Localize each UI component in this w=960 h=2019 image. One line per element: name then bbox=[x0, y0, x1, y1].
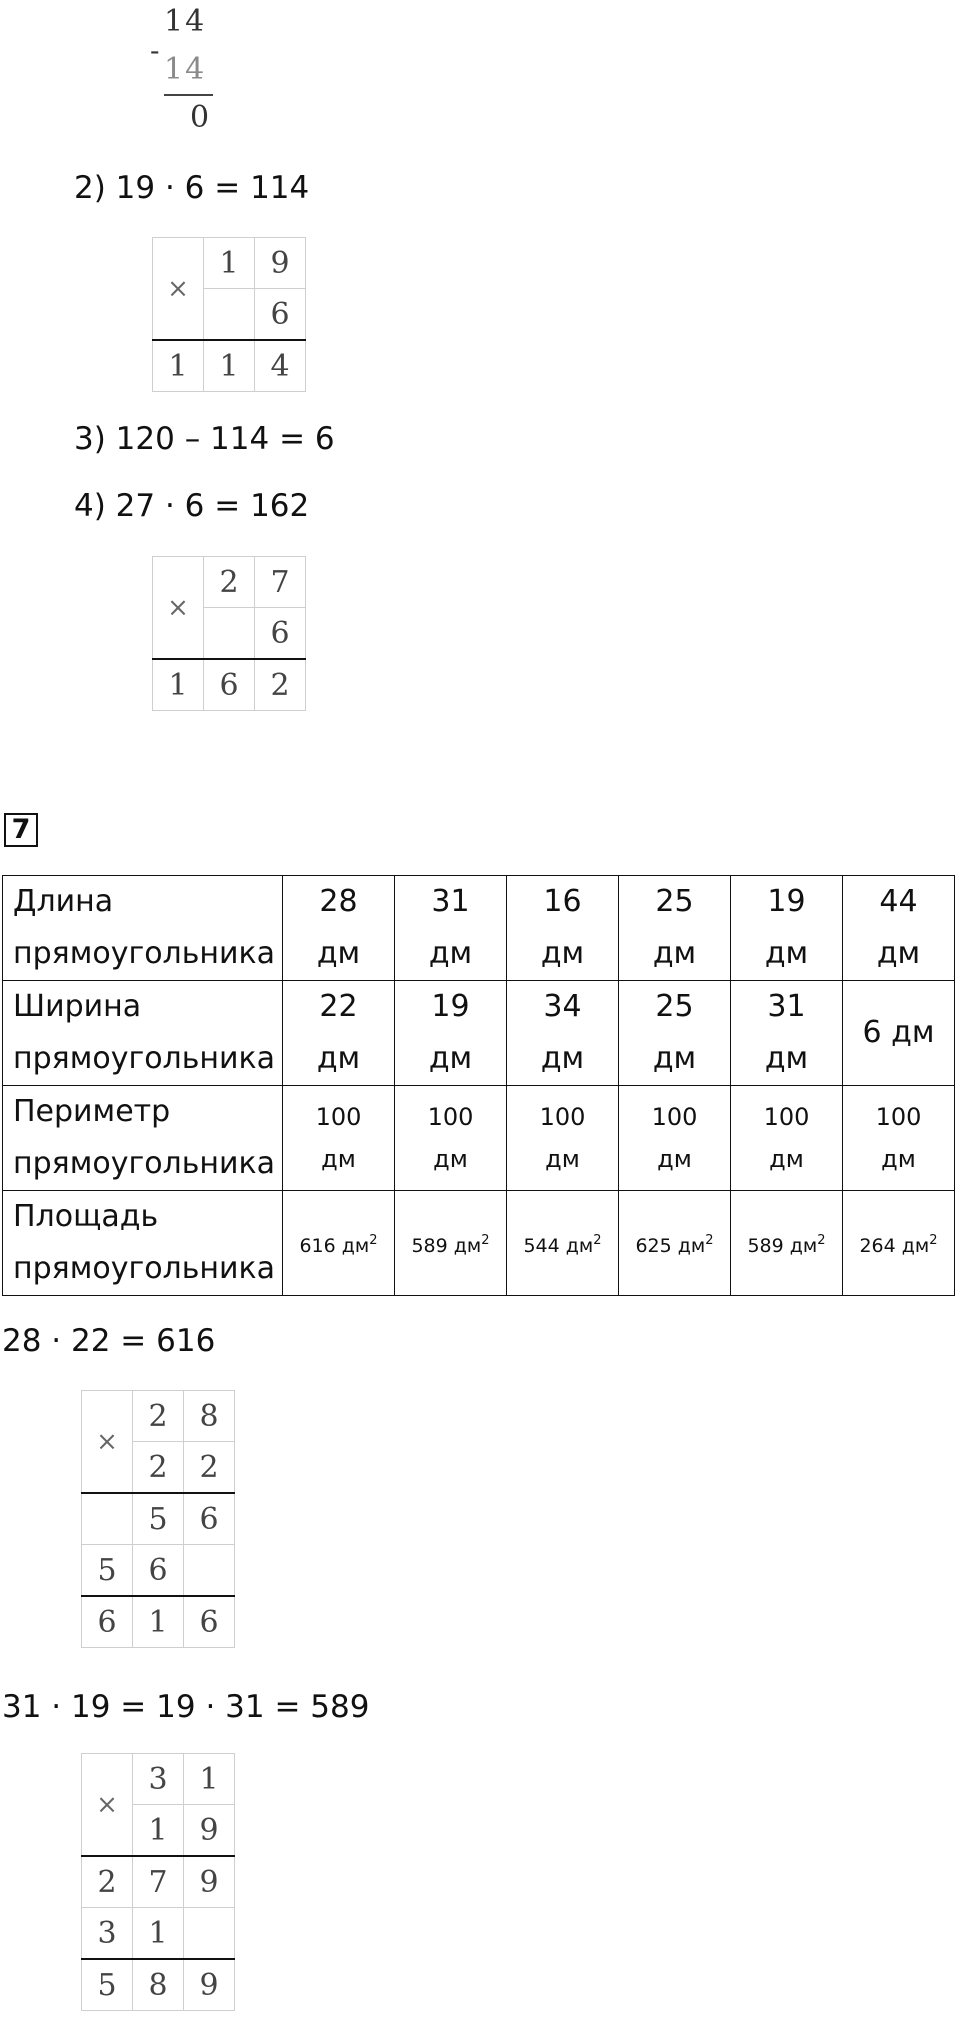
grid-cell: 1 bbox=[184, 1754, 235, 1805]
grid-cell: 1 bbox=[153, 659, 204, 711]
table-cell: 589 $дм^2$ bbox=[731, 1191, 843, 1296]
table-cell: 28 дм bbox=[283, 876, 395, 981]
remainder: 0 bbox=[190, 100, 212, 135]
grid-cell bbox=[204, 608, 255, 660]
table-cell: 31 дм bbox=[731, 981, 843, 1086]
grid-28x22 bbox=[81, 1390, 235, 1648]
grid-cell: 4 bbox=[255, 340, 306, 392]
grid-31x19 bbox=[81, 1753, 235, 2011]
times-sign: × bbox=[153, 238, 204, 341]
grid-cell bbox=[82, 1493, 133, 1545]
times-sign: × bbox=[153, 557, 204, 660]
table-row bbox=[3, 876, 955, 981]
grid-cell: 7 bbox=[133, 1856, 184, 1908]
dividend-part: 14 bbox=[164, 4, 207, 39]
table-cell: 44 дм bbox=[843, 876, 955, 981]
table-cell: 100 дм bbox=[283, 1086, 395, 1191]
grid-cell: 1 bbox=[153, 340, 204, 392]
grid-cell: 6 bbox=[255, 289, 306, 341]
table-cell: 100 дм bbox=[507, 1086, 619, 1191]
grid-cell: 1 bbox=[133, 1596, 184, 1648]
table-cell: 16 дм bbox=[507, 876, 619, 981]
row-label: Длина прямоугольника bbox=[3, 876, 283, 981]
table-cell: 34 дм bbox=[507, 981, 619, 1086]
table-cell: 616 $дм^2$ bbox=[283, 1191, 395, 1296]
grid-cell: 6 bbox=[255, 608, 306, 660]
table-cell: 19 дм bbox=[731, 876, 843, 981]
table-cell: 264 $дм^2$ bbox=[843, 1191, 955, 1296]
table-cell: 625 $дм^2$ bbox=[619, 1191, 731, 1296]
grid-cell: 3 bbox=[133, 1754, 184, 1805]
grid-cell bbox=[204, 289, 255, 341]
table-cell: 25 дм bbox=[619, 876, 731, 981]
table-cell: 100 дм bbox=[619, 1086, 731, 1191]
grid-cell bbox=[184, 1545, 235, 1597]
table-row bbox=[3, 981, 955, 1086]
step-4: 4) 27 · 6 = 162 bbox=[74, 488, 310, 524]
grid-cell: 6 bbox=[184, 1493, 235, 1545]
table-cell: 19 дм bbox=[395, 981, 507, 1086]
grid-cell: 5 bbox=[133, 1493, 184, 1545]
division-rule bbox=[164, 94, 213, 96]
grid-cell: 6 bbox=[184, 1596, 235, 1648]
minus-sign: - bbox=[150, 34, 160, 67]
grid-cell: 6 bbox=[204, 659, 255, 711]
grid-cell: 8 bbox=[133, 1959, 184, 2011]
grid-cell: 6 bbox=[82, 1596, 133, 1648]
grid-cell: 9 bbox=[184, 1805, 235, 1857]
table-cell: 100 дм bbox=[843, 1086, 955, 1191]
table-cell: 100 дм bbox=[731, 1086, 843, 1191]
row-label: Периметр прямоугольника bbox=[3, 1086, 283, 1191]
grid-cell: 5 bbox=[82, 1959, 133, 2011]
grid-cell: 2 bbox=[255, 659, 306, 711]
table-cell: 589 $дм^2$ bbox=[395, 1191, 507, 1296]
table-cell: 22 дм bbox=[283, 981, 395, 1086]
calc-28x22: 28 · 22 = 616 bbox=[2, 1323, 216, 1359]
times-sign: × bbox=[82, 1391, 133, 1494]
task-number: 7 bbox=[4, 813, 38, 847]
grid-cell: 2 bbox=[133, 1391, 184, 1442]
grid-cell: 9 bbox=[255, 238, 306, 289]
grid-cell: 6 bbox=[133, 1545, 184, 1597]
grid-cell: 8 bbox=[184, 1391, 235, 1442]
step-2: 2) 19 · 6 = 114 bbox=[74, 170, 310, 206]
table-cell: 544 $дм^2$ bbox=[507, 1191, 619, 1296]
row-label: Площадь прямоугольника bbox=[3, 1191, 283, 1296]
grid-19x6 bbox=[152, 237, 306, 392]
grid-cell: 2 bbox=[184, 1442, 235, 1494]
grid-cell: 2 bbox=[204, 557, 255, 608]
calc-31x19: 31 · 19 = 19 · 31 = 589 bbox=[2, 1689, 370, 1725]
row-label: Ширина прямоугольника bbox=[3, 981, 283, 1086]
grid-cell bbox=[184, 1908, 235, 1960]
table-row bbox=[3, 1191, 955, 1296]
grid-cell: 9 bbox=[184, 1959, 235, 2011]
table-cell: 31 дм bbox=[395, 876, 507, 981]
grid-cell: 2 bbox=[82, 1856, 133, 1908]
grid-cell: 1 bbox=[204, 238, 255, 289]
grid-cell: 1 bbox=[133, 1908, 184, 1960]
step-3: 3) 120 – 114 = 6 bbox=[74, 421, 335, 457]
grid-cell: 3 bbox=[82, 1908, 133, 1960]
times-sign: × bbox=[82, 1754, 133, 1857]
grid-cell: 9 bbox=[184, 1856, 235, 1908]
grid-cell: 7 bbox=[255, 557, 306, 608]
subtrahend: 14 bbox=[164, 52, 207, 87]
grid-cell: 5 bbox=[82, 1545, 133, 1597]
grid-cell: 1 bbox=[133, 1805, 184, 1857]
grid-27x6 bbox=[152, 556, 306, 711]
grid-cell: 2 bbox=[133, 1442, 184, 1494]
table-cell: 6 дм bbox=[843, 981, 955, 1086]
grid-cell: 1 bbox=[204, 340, 255, 392]
table-row bbox=[3, 1086, 955, 1191]
table-cell: 100 дм bbox=[395, 1086, 507, 1191]
table-cell: 25 дм bbox=[619, 981, 731, 1086]
rectangle-table bbox=[2, 875, 955, 1296]
